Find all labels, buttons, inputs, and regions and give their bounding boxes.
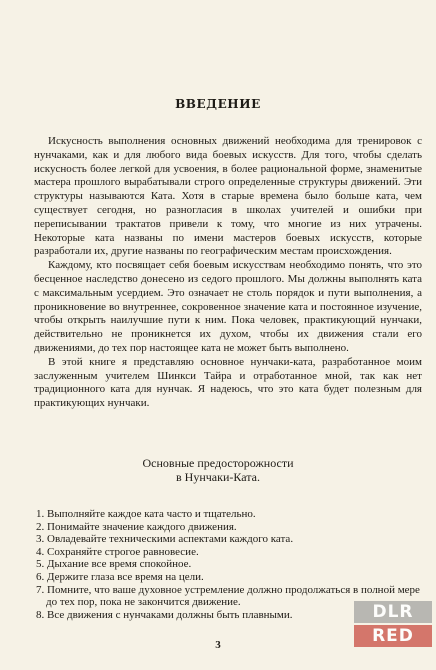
watermark-bottom: RED — [354, 625, 432, 647]
list-item: 6. Держите глаза все время на цели. — [36, 570, 204, 583]
watermark-top: DLR — [354, 601, 432, 623]
watermark-logo — [354, 601, 432, 649]
list-item: 1. Выполняйте каждое ката часто и тщательно. — [36, 508, 256, 520]
list-item: 8. Все движения с нунчаками должны быть плавными. — [36, 608, 293, 621]
paragraph: В этой книге я представляю основное нунчаки-ката, разработанное моим заслуженным учителем Шинкси Тайра и отработанное мной, так как нет традиционного ката для нунчак. Я надеюсь, что это ката будет полезным для практикующих нунчаки. — [34, 355, 422, 410]
list-item: 3. Овладевайте техническими аспектами каждого ката. — [36, 533, 294, 546]
list-item: 5. Дыхание все время спокойное. — [36, 558, 192, 571]
section-heading-line: Основные предосторожности — [142, 456, 294, 470]
section-heading — [0, 456, 436, 484]
paragraph: Каждому, кто посвящает себя боевым искусствам необходимо понять, что это бесценное наследство донесено из седого прошлого. Мы должны выполнять ката с максимальным усердием. Это означает не столь порядок и пути выполнения, а проникновение во внутреннее, сокровенное значение ката и постоянное изучение, чтобы открыть наилучшие пути к ним. Пока человек, практикующий нунчаки, действительно не проникнется их духом, чтобы их движения стали его движениями, до тех пор настоящее ката не может быть выполнено. — [34, 259, 422, 354]
list-item: 2. Понимайте значение каждого движения. — [36, 520, 237, 533]
page-number: 3 — [215, 639, 221, 651]
paragraph: Искусность выполнения основных движений необходима для тренировок с нунчаками, как и для любого вида боевых искусств. Для того, чтобы сделать искусность более легкой для усвоения, в более рациональной форме, знаменитые мастера прошлого вырабатывали строго определенные структуры движений. Эти структуры называются Ката. Хотя в старые времена было больше ката, чем существует сегодня, но разногласия в школах учителей и ошибки при переписывании трактатов привели к тому, что многие из них утрачены. Некоторые ката названы по имени мастеров боевых искусств, которые разработали их, другие названы по географическим местам происхождения. — [34, 135, 422, 258]
page-title: ВВЕДЕНИЕ — [175, 97, 261, 111]
introduction-text — [34, 135, 422, 411]
section-heading-line: в Нунчаки-Ката. — [176, 470, 260, 484]
list-item: 4. Сохраняйте строгое равновесие. — [36, 545, 199, 558]
list-item: 7. Помните, что ваше духовное устремление должно продолжаться в полной мере до тех пор, пока не закончится движение. — [36, 583, 420, 609]
